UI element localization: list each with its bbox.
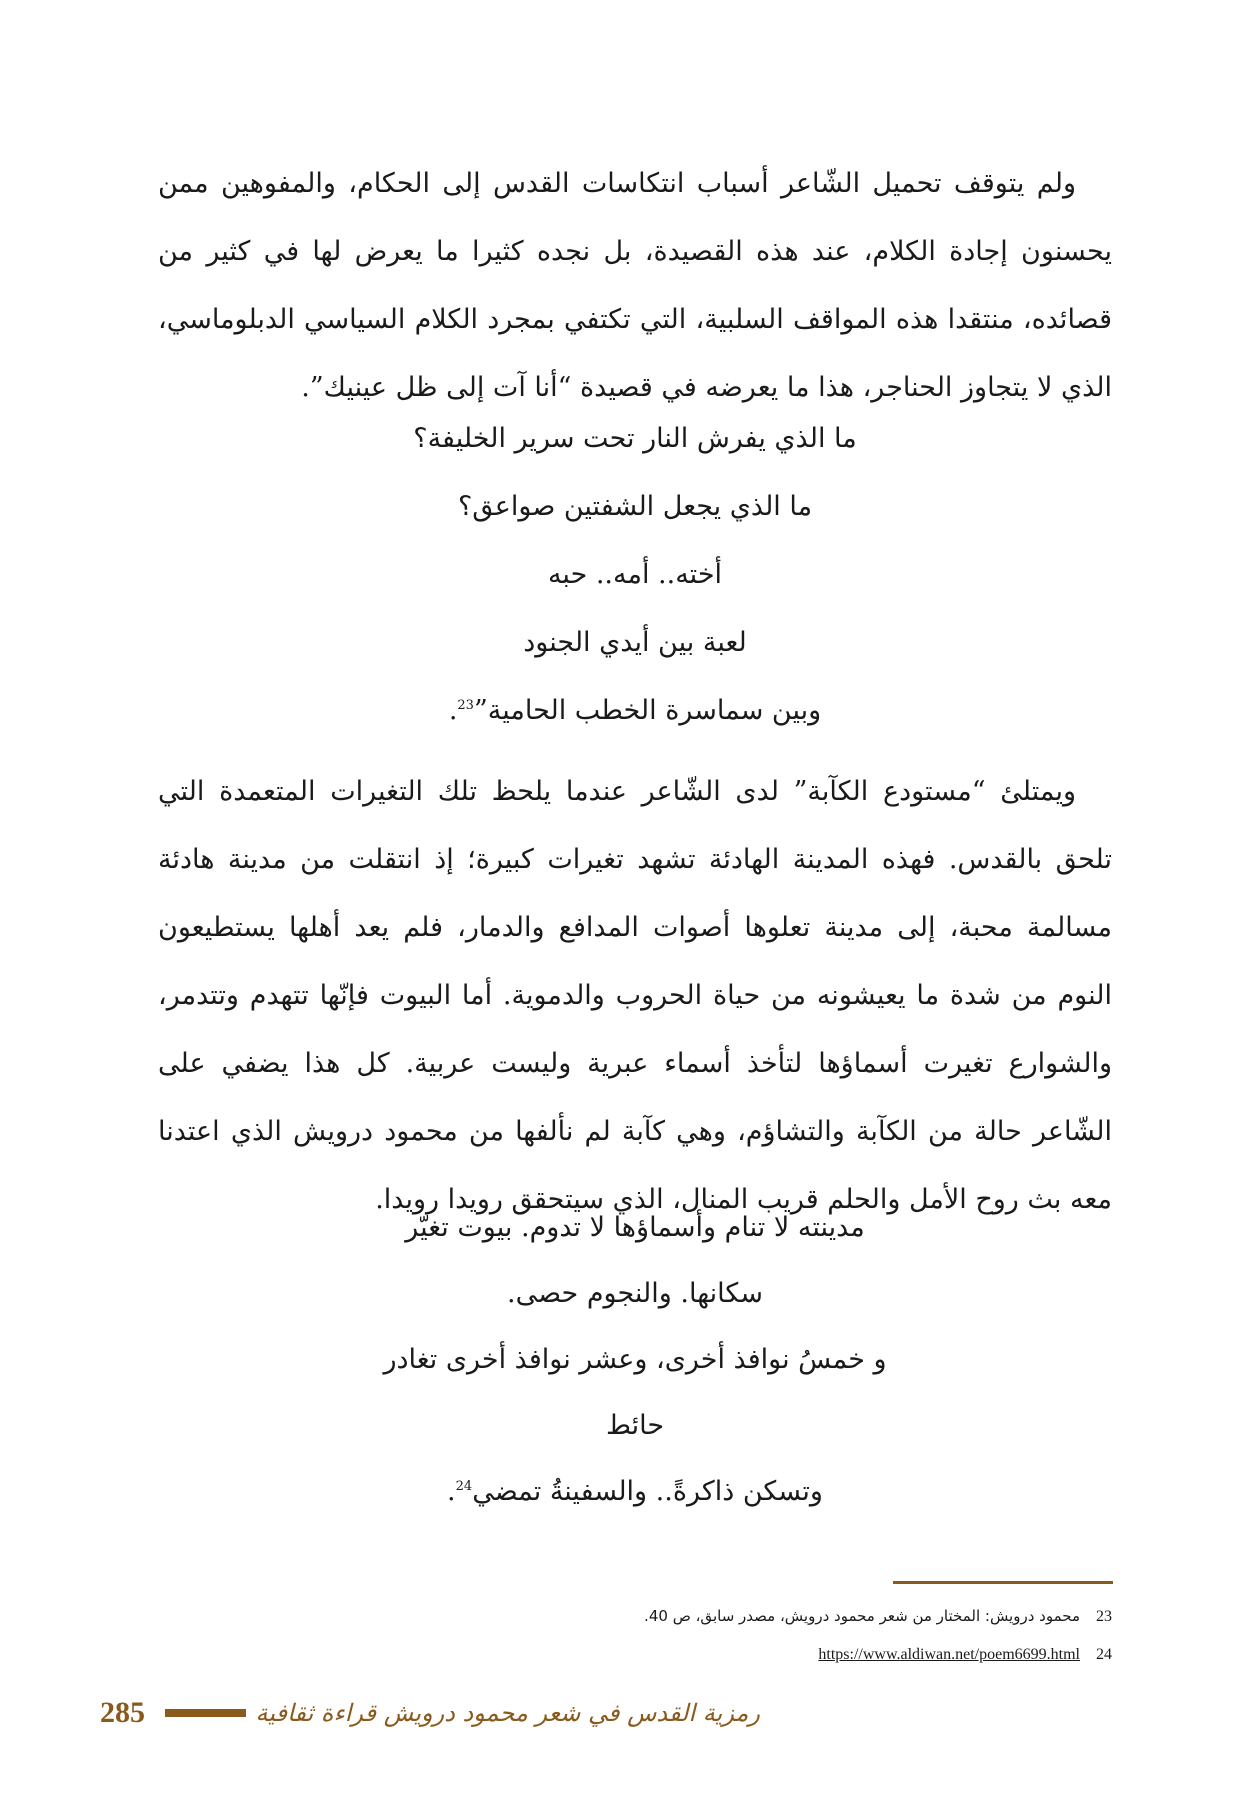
verse-line: سكانها. والنجوم حصى. [507, 1278, 763, 1309]
verse-line-last [158, 677, 1112, 745]
footnote-number: 24 [1096, 1646, 1112, 1663]
footnote-divider [893, 1581, 1113, 1584]
verse-line: و خمسُ نوافذ أخرى، وعشر نوافذ أخرى تغادر [383, 1344, 887, 1375]
verse-end-mark: . [447, 1476, 456, 1507]
verse-line-text: وبين سماسرة الخطب الحامية” [473, 695, 822, 726]
footnote-23 [560, 1597, 1112, 1636]
verse-line-last [158, 1459, 1112, 1525]
footnote-number: 23 [1096, 1608, 1112, 1625]
footer-divider-bar [165, 1709, 246, 1717]
footnote-24 [560, 1636, 1112, 1674]
footnote-link[interactable]: https://www.aldiwan.net/poem6699.html [818, 1646, 1080, 1663]
verse-line: ما الذي يفرش النار تحت سرير الخليفة؟ [413, 423, 857, 454]
page-number: 285 [100, 1696, 145, 1729]
footnote-ref-23[interactable]: 23 [457, 698, 474, 713]
book-title: رمزية القدس في شعر محمود درويش قراءة ثقافية [255, 1699, 760, 1727]
body-paragraph-2: ويمتلئ “مستودع الكآبة” لدى الشّاعر عندما يلحظ تلك التغيرات المتعمدة التي تلحق بالقدس. فهذه المدينة الهادئة تشهد تغيرات كبيرة؛ إذ انتقلت من مدينة هادئة مسالمة محبة، إلى مدينة تعلوها أصوات المدافع والدمار، فلم يعد أهلها يستطيعون النوم من شدة ما يعيشونه من حياة الحروب والدموية. أما البيوت فإنّها تتهدم وتتدمر، والشوارع تغيرت أسماؤها لتأخذ أسماء عبرية وليست عربية. كل هذا يضفي على الشّاعر حالة من الكآبة والتشاؤم، وهي كآبة لم نألفها من محمود درويش الذي اعتدنا معه بث روح الأمل والحلم قريب المنال، الذي سيتحقق رويدا رويدا. [158, 776, 1112, 1215]
poem-excerpt-1 [158, 405, 1112, 745]
running-footer [100, 1688, 760, 1738]
footnote-ref-24[interactable]: 24 [455, 1479, 473, 1494]
verse-line: أخته.. أمه.. حبه [547, 559, 723, 590]
verse-line: لعبة بين أيدي الجنود [523, 627, 747, 658]
verse-line: حائط [605, 1410, 665, 1441]
verse-end-mark: . [448, 695, 458, 726]
footnotes [560, 1597, 1112, 1674]
footnote-text: محمود درويش: المختار من شعر محمود درويش، مصدر سابق، ص 40. [644, 1607, 1080, 1625]
verse-line-text: وتسكن ذاكرةً.. والسفينةُ تمضي [472, 1476, 823, 1507]
verse-line: مدينته لا تنام وأسماؤها لا تدوم. بيوت تغيّر [405, 1212, 865, 1243]
poem-excerpt-2 [158, 1195, 1112, 1525]
body-paragraph-1: ولم يتوقف تحميل الشّاعر أسباب انتكاسات القدس إلى الحكام، والمفوهين ممن يحسنون إجادة الكلام، عند هذه القصيدة، بل نجده كثيرا ما يعرض لها في كثير من قصائده، منتقدا هذه المواقف السلبية، التي تكتفي بمجرد الكلام السياسي الدبلوماسي، الذي لا يتجاوز الحناجر، هذا ما يعرضه في قصيدة “أنا آت إلى ظل عينيك”. [158, 168, 1112, 403]
verse-line: ما الذي يجعل الشفتين صواعق؟ [457, 491, 813, 522]
